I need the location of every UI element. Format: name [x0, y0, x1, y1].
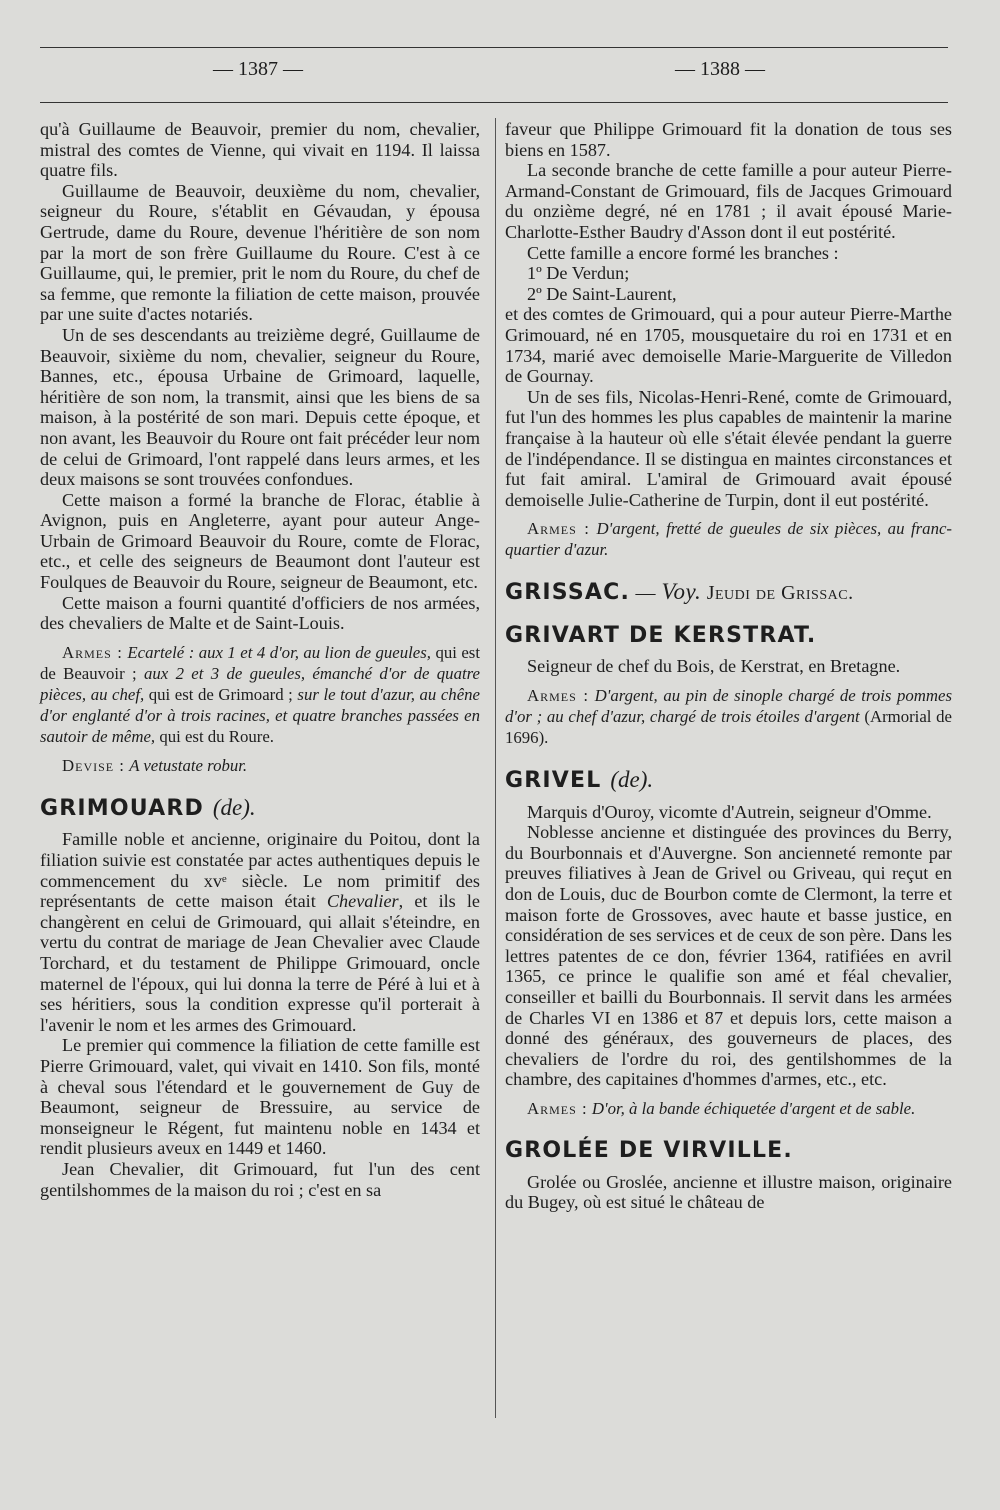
armes-label: Armes :	[527, 519, 590, 539]
heading-name: GRIMOUARD	[40, 795, 204, 821]
paragraph: Cette maison a formé la branche de Florac, établie à Avignon, puis en Angleterre, ayant pour auteur Ange-Urbain de Grimoard Beauvoir du Roure, comte de Florac, etc., et celle des seigneurs de Beaumont dont l'auteur est Foulques de Beauvoir du Roure, seigneur de Beaumont, etc.	[40, 489, 480, 593]
blazon-text: D'argent, au pin de sinople chargé de trois pommes d'or ; au chef d'azur, chargé de trois étoiles d'argent	[505, 686, 952, 727]
paragraph: Famille noble et ancienne, originaire du Poitou, dont la filiation suivie est constatée par actes authentiques depuis le commencement du xvᵉ siècle. Le nom primitif des représentants de cette maison était Chevalier, et ils le changèrent en celui de Grimouard, qui allait s'éteindre, en vertu du contrat de mariage de Jean Chevalier avec Claude Torchard, et du testament de Philippe Grimouard, oncle maternel de l'époux, qui lui donna la terre de Péré à lui et à ses héritiers, sous la condition expresse qu'il porterait à l'avenir le nom et les armes des Grimouard.	[40, 829, 480, 1035]
heading-voy: Voy.	[661, 579, 702, 605]
blazon-text: qui est de Beauvoir ;	[40, 642, 480, 683]
paragraph: Cette maison a fourni quantité d'officiers de nos armées, des chevaliers de Malte et de Saint-Louis.	[40, 592, 480, 634]
column-divider	[495, 118, 496, 1418]
heading-grissac	[505, 579, 952, 606]
heading-name: GRIVEL	[505, 768, 602, 794]
paragraph: Un de ses fils, Nicolas-Henri-René, comte de Grimouard, fut l'un des hommes les plus capables de maintenir la marine française à la hauteur où elle s'était élevée pendant la guerre de l'indépendance. Il se distingua en maintes circonstances et fut fait amiral. L'amiral de Grimouard avait épousé demoiselle Julie-Catherine de Turpin, dont il eut postérité.	[505, 386, 952, 510]
paragraph: qu'à Guillaume de Beauvoir, premier du nom, chevalier, mistral des comtes de Vienne, qui vivait en 1194. Il laissa quatre fils.	[40, 119, 480, 181]
blazon-text: qui est du Roure.	[155, 726, 274, 746]
blazon-text: D'argent, fretté de gueules de six pièces, au franc-quartier d'azur.	[505, 519, 952, 560]
paragraph: Le premier qui commence la filiation de cette famille est Pierre Grimouard, valet, qui vivait en 1410. Son fils, monté à cheval sous l'étendard et le gouvernement de Guy de Beaumont, seigneur de Bressuire, au service de monseigneur le Régent, fut maintenu noble en 1434 et rendit plusieurs aveux en 1449 et 1460.	[40, 1035, 480, 1159]
paragraph: faveur que Philippe Grimouard fit la donation de tous ses biens en 1587.	[505, 119, 952, 160]
heading-grolee-de-virville: GROLÉE DE VIRVILLE.	[505, 1137, 793, 1163]
armes-label: Armes :	[527, 686, 590, 706]
paragraph: Jean Chevalier, dit Grimouard, fut l'un des cent gentilshommes de la maison du roi ; c'est en sa	[40, 1158, 480, 1200]
heading-dash: —	[630, 582, 662, 605]
left-column	[40, 119, 480, 1200]
heading-grivart-de-kerstrat: GRIVART DE KERSTRAT.	[505, 622, 817, 648]
top-rule	[40, 47, 948, 48]
paragraph: Cette famille a encore formé les branches :	[527, 242, 839, 263]
armes-blazon	[505, 518, 952, 560]
paragraph: 1º De Verdun;	[527, 263, 630, 284]
armes-blazon	[505, 1098, 952, 1119]
paragraph: Un de ses descendants au treizième degré, Guillaume de Beauvoir, sixième du nom, chevalier, seigneur du Roure, Bannes, etc., épousa Urbaine de Grimoard, laquelle, héritière de son nom, la transmit, ainsi que les biens de sa maison, à la postérité de son mari. Depuis cette époque, et non avant, les Beauvoir du Roure ont fait précéder leur nom de celui de Grimoard, l'ont rappelé dans leurs armes, et les deux maisons se sont trouvées confondues.	[40, 324, 480, 490]
devise-label: Devise :	[62, 755, 125, 775]
blazon-text: sur le tout d'azur, au chêne d'or englanté d'or à trois racines, et quatre branches passées en sautoir de même,	[40, 684, 480, 746]
blazon-text: D'or, à la bande échiquetée d'argent et de sable.	[591, 1098, 916, 1118]
paragraph: La seconde branche de cette famille a pour auteur Pierre-Armand-Constant de Grimouard, fils de Jacques Grimouard du onzième degré, né en 1781 ; il avait épousé Marie-Charlotte-Esther Baudry d'Asson dont il eut postérité.	[505, 160, 952, 242]
heading-grimouard	[40, 794, 480, 821]
heading-grivel	[505, 767, 952, 794]
paragraph: Seigneur de chef du Bois, de Kerstrat, en Bretagne.	[527, 656, 901, 677]
paragraph: 2º De Saint-Laurent,	[527, 283, 677, 304]
paragraph: Grolée ou Groslée, ancienne et illustre maison, originaire du Bugey, où est situé le château de	[505, 1171, 952, 1213]
page-number-right: — 1388 —	[675, 58, 765, 80]
heading-particle: (de).	[610, 767, 654, 793]
armes-label: Armes :	[62, 642, 123, 662]
blazon-text: qui est de Grimoard ;	[144, 684, 298, 704]
armes-blazon	[505, 685, 952, 748]
blazon-text: Ecartelé : aux 1 et 4 d'or, au lion de gueules,	[127, 642, 431, 662]
heading-particle: (de).	[212, 794, 256, 820]
armes-blazon	[40, 642, 480, 747]
paragraph: Guillaume de Beauvoir, deuxième du nom, chevalier, seigneur du Roure, s'établit en Gévaudan, y épousa Gertrude, dame du Roure, devenue l'héritière de son nom par la mort de son frère Guillaume du Roure. C'est à ce Guillaume, qui, le premier, prit le nom du Roure, du chef de sa femme, que remonte la filiation de cette maison, prouvée par une suite d'actes notariés.	[40, 180, 480, 325]
devise-text: A vetustate robur.	[129, 755, 248, 775]
paragraph: Noblesse ancienne et distinguée des provinces du Berry, du Bourbonnais et d'Auvergne. Son ancienneté remonte par preuves filiatives à Jean de Grivel ou Griveau, qui reçut en don de Louis, duc de Bourbon comte de Clermont, la terre et maison forte de Grossoves, avec haute et basse justice, en considération de ses services et de ceux de son père. Dans les lettres patentes de ce don, février 1364, ratifiées en avril 1365, ce prince le qualifie son amé et féal chevalier, conseiller et bailli du Bourbonnais. Il servit dans les armées de Charles VI en 1386 et 87 et depuis lors, cette maison a donné des généraux, des gouverneurs de places, des chevaliers de l'ordre du roi, des gentilshommes de la chambre, des capitaines d'hommes d'armes, etc., etc.	[505, 822, 952, 1090]
blazon-text: aux 2 et 3 de gueules, émanché d'or de quatre pièces, au chef,	[40, 663, 480, 704]
heading-name: GRISSAC.	[505, 580, 631, 606]
heading-reference: Jeudi de Grissac.	[701, 582, 854, 605]
header-rule	[40, 102, 948, 103]
paragraph: Marquis d'Ouroy, vicomte d'Autrein, seigneur d'Omme.	[527, 801, 932, 822]
devise	[40, 755, 480, 776]
blazon-source: (Armorial de 1696).	[505, 707, 953, 748]
right-column	[505, 119, 952, 1213]
paragraph: et des comtes de Grimouard, qui a pour auteur Pierre-Marthe Grimouard, né en 1705, mousquetaire du roi en 1731 et en 1734, marié avec demoiselle Marie-Marguerite de Villedon de Gournay.	[505, 304, 952, 387]
armes-label: Armes :	[527, 1098, 588, 1118]
page-number-left: — 1387 —	[213, 58, 303, 80]
